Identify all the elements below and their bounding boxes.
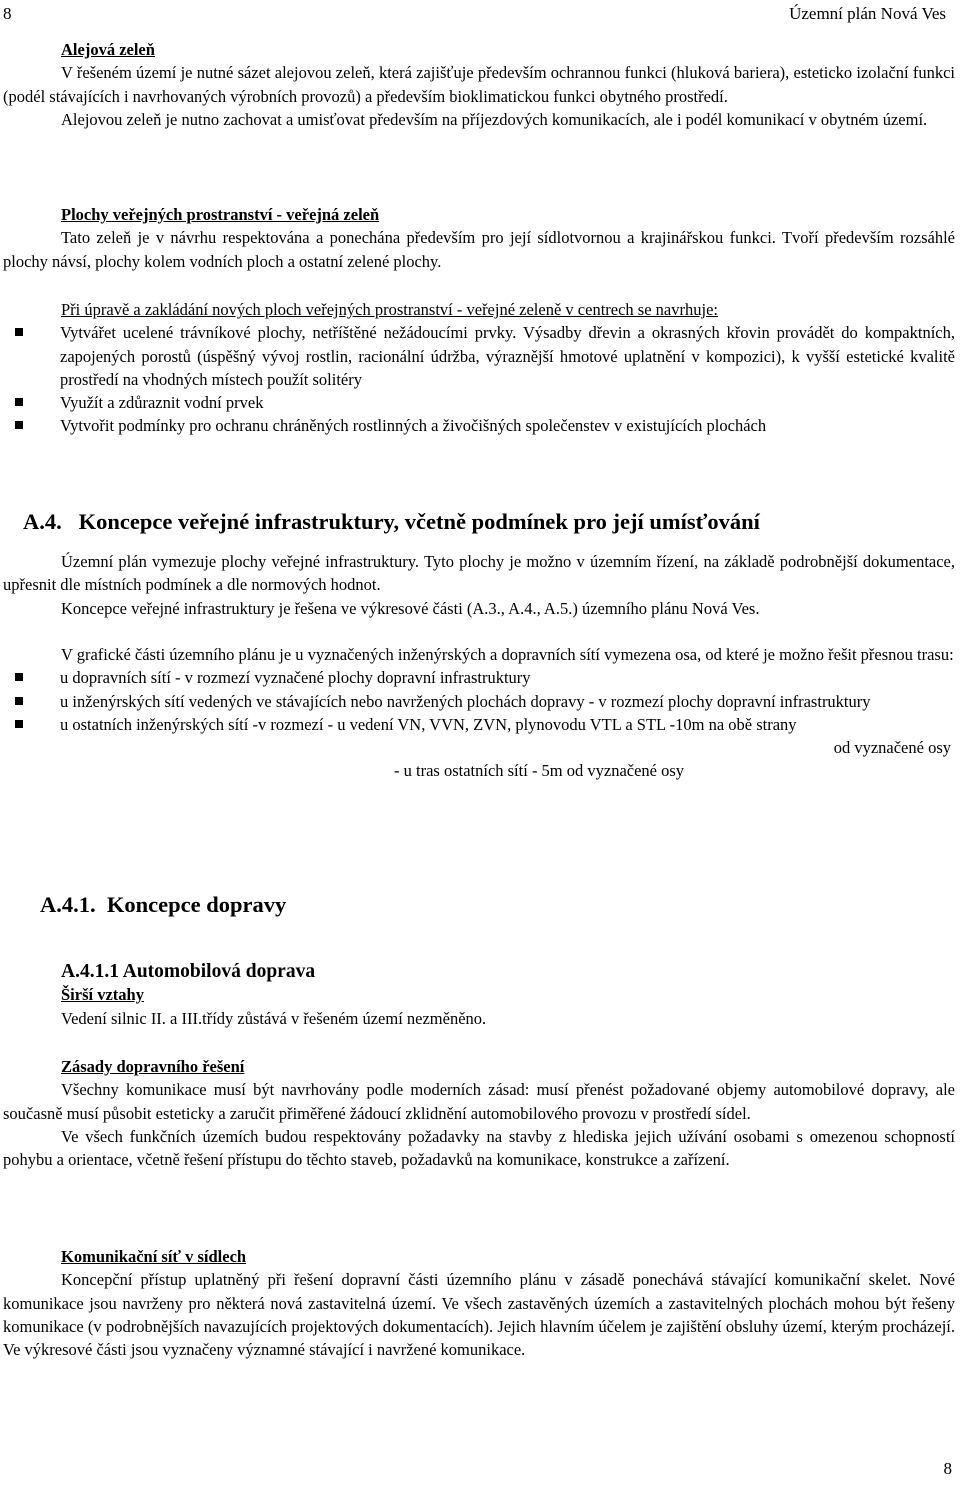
heading-a41: A.4.1. Koncepce dopravy xyxy=(40,892,287,917)
heading-a41-wrap xyxy=(40,893,940,916)
header-page-number: 8 xyxy=(3,4,12,23)
list-continuation: - u tras ostatních sítí - 5m od vyznačené osy xyxy=(394,761,685,781)
subheading-sirsi-vztahy: Širší vztahy xyxy=(61,985,144,1005)
subheading-komunikacni-sit: Komunikační síť v sídlech xyxy=(61,1247,247,1266)
paragraph: Koncepční přístup uplatněný při řešení dopravní části územního plánu v zásadě ponechává stávající komunikační skelet. Nové komunikace jsou navrženy pro některá nová zastavitelná území. Ve všech zastavěných územích a zastavitelných plochách mohou být řešeny komunikace (v podrobnějších navazujících projektových dokumentacích). Jejich hlavním účelem je zajištění obsluhy území, kterým procházejí. Ve výkresové části jsou vyznačeny významné stávající i navržené komunikace. xyxy=(3,1270,955,1360)
heading-a4: A.4. Koncepce veřejné infrastruktury, včetně podmínek pro její umísťování xyxy=(23,509,760,534)
section-a4 xyxy=(3,550,955,620)
list-item: Vytvořit podmínky pro ochranu chráněných rostlinných a živočišných společenstev v existujících plochách xyxy=(3,414,955,437)
list-item: Využít a zdůraznit vodní prvek xyxy=(3,391,955,414)
list-item: u dopravních sítí - v rozmezí vyznačené plochy dopravní infrastruktury xyxy=(3,666,955,689)
paragraph: V řešeném území je nutné sázet alejovou zeleň, která zajišťuje především ochrannou funkci (hluková bariera), esteticko izolační funkci (podél stávajících i navrhovaných výrobních provozů) a především bioklimatickou funkci obytného prostředí. xyxy=(3,63,955,106)
list-continuation: od vyznačené osy xyxy=(833,738,951,758)
list-lead: Při úpravě a zakládání nových ploch veřejných prostranství - veřejné zeleně v centrech se navrhuje: xyxy=(61,300,718,319)
heading-alejova-zelen: Alejová zeleň xyxy=(61,40,155,59)
heading-plochy: Plochy veřejných prostranství - veřejná zeleň xyxy=(61,205,380,224)
paragraph: Všechny komunikace musí být navrhovány podle moderních zásad: musí přenést požadované objemy automobilové dopravy, ale současně musí působit esteticky a zaručit přiměřené žádoucí zklidnění automobilového provozu v prostředí sídel. xyxy=(3,1080,955,1123)
paragraph: Územní plán vymezuje plochy veřejné infrastruktury. Tyto plochy je možno v územním řízení, na základě podrobnější dokumentace, upřesnit dle místních podmínek a dle normových hodnot. xyxy=(3,552,955,595)
subheading-zasady: Zásady dopravního řešení xyxy=(61,1057,245,1076)
footer-page-number: 8 xyxy=(943,1458,952,1478)
header-title: Územní plán Nová Ves xyxy=(789,4,946,23)
bullet-list xyxy=(3,321,955,437)
page-header xyxy=(3,2,946,26)
list-item: u ostatních inženýrských sítí -v rozmezí - u vedení VN, VVN, ZVN, plynovodu VTL a STL -10m na obě strany xyxy=(3,713,955,736)
section-alejova-zelen xyxy=(3,38,955,131)
section-plochy xyxy=(3,203,955,273)
section-a4-trasy xyxy=(3,643,955,783)
section-a411 xyxy=(3,960,955,1030)
paragraph: Alejovou zeleň je nutno zachovat a umisťovat především na příjezdových komunikacích, ale i podél komunikací v obytném území. xyxy=(61,109,928,129)
paragraph: Koncepce veřejné infrastruktury je řešena ve výkresové části (A.3., A.4., A.5.) územního plánu Nová Ves. xyxy=(61,598,760,618)
paragraph: Vedení silnic II. a III.třídy zůstává v řešeném území nezměněno. xyxy=(61,1008,487,1028)
section-plochy-list xyxy=(3,298,955,438)
bullet-list xyxy=(3,666,955,736)
heading-a411: A.4.1.1 Automobilová doprava xyxy=(61,961,316,982)
heading-a4-wrap xyxy=(23,510,953,533)
list-item: u inženýrských sítí vedených ve stávajících nebo navržených plochách dopravy - v rozmezí plochy dopravní infrastruktury xyxy=(3,690,955,713)
paragraph: V grafické části územního plánu je u vyznačených inženýrských a dopravních sítí vymezena osa, od které je možno řešit přesnou trasu: xyxy=(61,645,954,664)
paragraph: Ve všech funkčních územích budou respektovány požadavky na stavby z hlediska jejich užívání osobami s omezenou schopností pohybu a orientace, včetně řešení přístupu do těchto staveb, požadavků na komunikace, konstrukce a zařízení. xyxy=(3,1126,955,1170)
section-zasady xyxy=(3,1055,955,1171)
list-item: Vytvářet ucelené trávníkové plochy, netříštěné nežádoucími prvky. Výsadby dřevin a okrasných křovin provádět do kompaktních, zapojených porostů (úspěšný vývoj rostlin, racionální údržba, výraznější hmotové uplatnění v kompozici), k vyšší estetické kvalitě prostředí na vhodných místech použít solitéry xyxy=(3,321,955,391)
paragraph: Tato zeleň je v návrhu respektována a ponechána především pro její sídlotvornou a krajinářskou funkci. Tvoří především rozsáhlé plochy návsí, plochy kolem vodních ploch a ostatní zelené plochy. xyxy=(3,228,955,271)
section-komunikacni-sit xyxy=(3,1245,955,1361)
